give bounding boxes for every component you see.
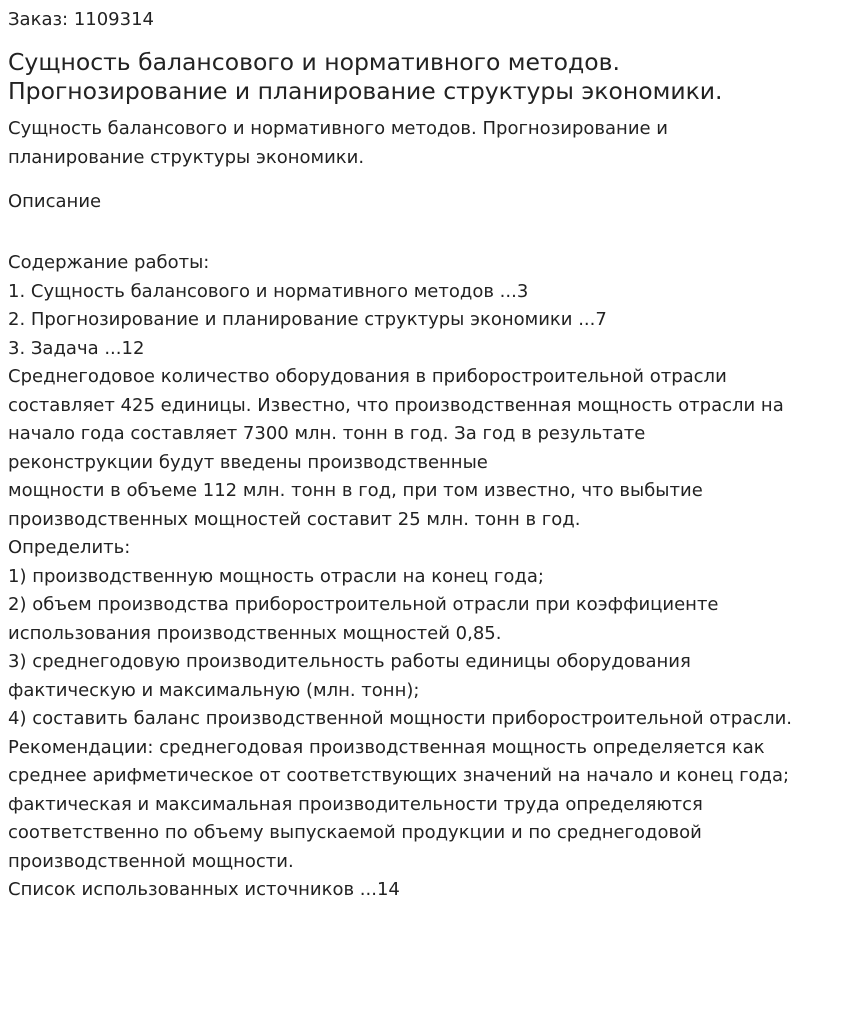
- body-line: соответственно по объему выпускаемой продукции и по среднегодовой: [8, 822, 702, 843]
- body-line: мощности в объеме 112 млн. тонн в год, при том известно, что выбытие: [8, 480, 703, 501]
- body-line: 3) среднегодовую производительность работы единицы оборудования: [8, 651, 691, 672]
- body-line: реконструкции будут введены производственные: [8, 451, 488, 473]
- subtitle-line: планирование структуры экономики.: [8, 147, 365, 168]
- subtitle-line: Сущность балансового и нормативного методов. Прогнозирование и: [8, 118, 669, 139]
- body-line: 1) производственную мощность отрасли на конец года;: [8, 565, 544, 587]
- title-line: Сущность балансового и нормативного методов.: [8, 48, 620, 76]
- body-line: 4) составить баланс производственной мощности приборостроительной отрасли.: [8, 708, 793, 729]
- body-line: 2. Прогнозирование и планирование структуры экономики ...7: [8, 309, 607, 330]
- body-line: Среднегодовое количество оборудования в приборостроительной отрасли: [8, 366, 727, 387]
- body-line: Определить:: [8, 537, 131, 558]
- title-line: Прогнозирование и планирование структуры экономики.: [8, 77, 723, 105]
- body-line: Содержание работы:: [8, 252, 210, 273]
- body-line: начало года составляет 7300 млн. тонн в год. За год в результате: [8, 423, 646, 444]
- description-body: [8, 249, 839, 905]
- body-line: 2) объем производства приборостроительной отрасли при коэффициенте: [8, 594, 719, 615]
- page-title: [8, 48, 839, 106]
- body-line: использования производственных мощностей 0,85.: [8, 622, 502, 644]
- body-line: 1. Сущность балансового и нормативного методов ...3: [8, 280, 529, 302]
- body-line: составляет 425 единицы. Известно, что производственная мощность отрасли на: [8, 394, 784, 416]
- order-number: Заказ: 1109314: [8, 9, 154, 30]
- body-line: 3. Задача ...12: [8, 337, 145, 359]
- body-line: фактическую и максимальную (млн. тонн);: [8, 679, 420, 701]
- description-heading: Описание: [8, 191, 102, 212]
- page-subtitle: [8, 114, 839, 172]
- body-line: Список использованных источников ...14: [8, 879, 400, 900]
- body-line: производственной мощности.: [8, 850, 294, 872]
- body-line: Рекомендации: среднегодовая производственная мощность определяется как: [8, 736, 765, 758]
- body-line: фактическая и максимальная производительности труда определяются: [8, 793, 703, 815]
- body-line: производственных мощностей составит 25 млн. тонн в год.: [8, 508, 581, 530]
- body-line: среднее арифметическое от соответствующих значений на начало и конец года;: [8, 765, 790, 786]
